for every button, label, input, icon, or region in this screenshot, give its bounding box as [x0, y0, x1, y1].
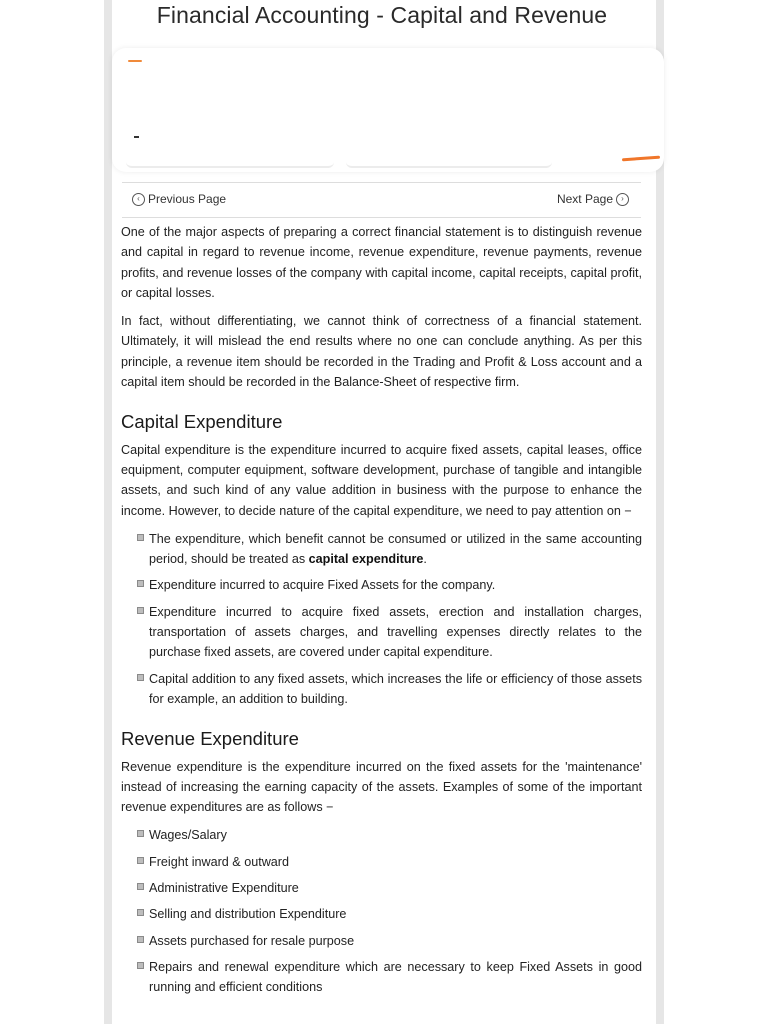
list-item	[121, 878, 642, 898]
square-bullet-icon	[137, 607, 144, 614]
square-bullet-icon	[137, 830, 144, 837]
banner-dash	[134, 136, 139, 138]
banner-card[interactable]	[126, 112, 334, 168]
list-item	[121, 529, 642, 570]
square-bullet-icon	[137, 534, 144, 541]
square-bullet-icon	[137, 674, 144, 681]
intro-paragraph-1: One of the major aspects of preparing a correct financial statement is to distinguish revenue and capital in regard to revenue income, revenue expenditure, revenue payments, revenue profits, and revenue losses of the company with capital income, capital receipts, capital profit, or capital losses.	[121, 225, 642, 300]
square-bullet-icon	[137, 857, 144, 864]
list-item	[121, 852, 642, 872]
capital-expenditure-paragraph: Capital expenditure is the expenditure incurred to acquire fixed assets, capital leases, office equipment, computer equipment, software development, purchase of tangible and intangible assets, and such kind of any value addition in business with the purpose to enhance the income. However, to decide nature of the capital expenditure, we need to pay attention on −	[121, 442, 642, 518]
list-item	[121, 825, 642, 845]
list-item-text: Wages/Salary	[149, 828, 227, 843]
list-item	[121, 957, 642, 998]
intro-paragraph-2: In fact, without differentiating, we cannot think of correctness of a financial statement. Ultimately, it will mislead the end results where no one can conclude anything. As per this principle, a revenue item should be recorded in the Trading and Profit & Loss account and a capital item should be recorded in the Balance-Sheet of respective firm.	[121, 314, 642, 390]
accent-swoosh	[622, 156, 660, 162]
square-bullet-icon	[137, 580, 144, 587]
list-item	[121, 602, 642, 663]
next-page-label: Next Page	[556, 192, 613, 206]
revenue-expenditure-paragraph: Revenue expenditure is the expenditure incurred on the fixed assets for the 'maintenance' instead of increasing the earning capacity of the assets. Examples of some of the important revenue expenditures are as follows −	[121, 759, 642, 815]
list-item	[121, 931, 642, 951]
article-body	[121, 222, 642, 1004]
list-item-text: Capital addition to any fixed assets, which increases the life or efficiency of those assets for example, an addition to building.	[149, 671, 642, 706]
list-item	[121, 669, 642, 710]
list-item-text: Repairs and renewal expenditure which are necessary to keep Fixed Assets in good running and efficient conditions	[149, 959, 642, 995]
list-item-text: Expenditure incurred to acquire fixed assets, erection and installation charges, transportation of assets charges, and travelling expenses directly relates to the purchase fixed assets, are covered under capital expenditure.	[149, 604, 642, 660]
previous-page-label: Previous Page	[148, 192, 227, 206]
revenue-expenditure-heading: Revenue Expenditure	[121, 728, 299, 750]
list-item-text: Expenditure incurred to acquire Fixed Assets for the company.	[149, 578, 496, 593]
page-navigation	[122, 182, 641, 218]
banner-card[interactable]	[346, 112, 552, 168]
list-item-text: Freight inward & outward	[149, 854, 289, 869]
square-bullet-icon	[137, 936, 144, 943]
ad-banner[interactable]	[112, 48, 664, 172]
list-item-end: .	[423, 552, 427, 567]
list-item-text: Assets purchased for resale purpose	[149, 933, 355, 948]
chevron-left-circle-icon: ‹	[132, 193, 145, 206]
square-bullet-icon	[137, 883, 144, 890]
capital-expenditure-list	[121, 529, 642, 709]
list-item-text: The expenditure, which benefit cannot be consumed or utilized in the same accounting period, should be treated as	[149, 531, 642, 567]
chevron-right-circle-icon: ›	[616, 193, 629, 206]
list-item	[121, 575, 642, 595]
next-page-link[interactable]	[557, 192, 629, 206]
capital-expenditure-heading: Capital Expenditure	[121, 411, 283, 433]
square-bullet-icon	[137, 962, 144, 969]
list-item-text: Administrative Expenditure	[149, 881, 299, 896]
square-bullet-icon	[137, 909, 144, 916]
previous-page-link[interactable]	[132, 192, 226, 206]
accent-mark	[128, 60, 142, 62]
revenue-expenditure-list	[121, 825, 642, 997]
list-item-bold-text: capital expenditure	[308, 552, 424, 567]
list-item	[121, 904, 642, 924]
page-title: Financial Accounting - Capital and Revenue	[156, 2, 608, 28]
left-page-edge	[104, 0, 112, 1024]
list-item-text: Selling and distribution Expenditure	[149, 907, 347, 922]
